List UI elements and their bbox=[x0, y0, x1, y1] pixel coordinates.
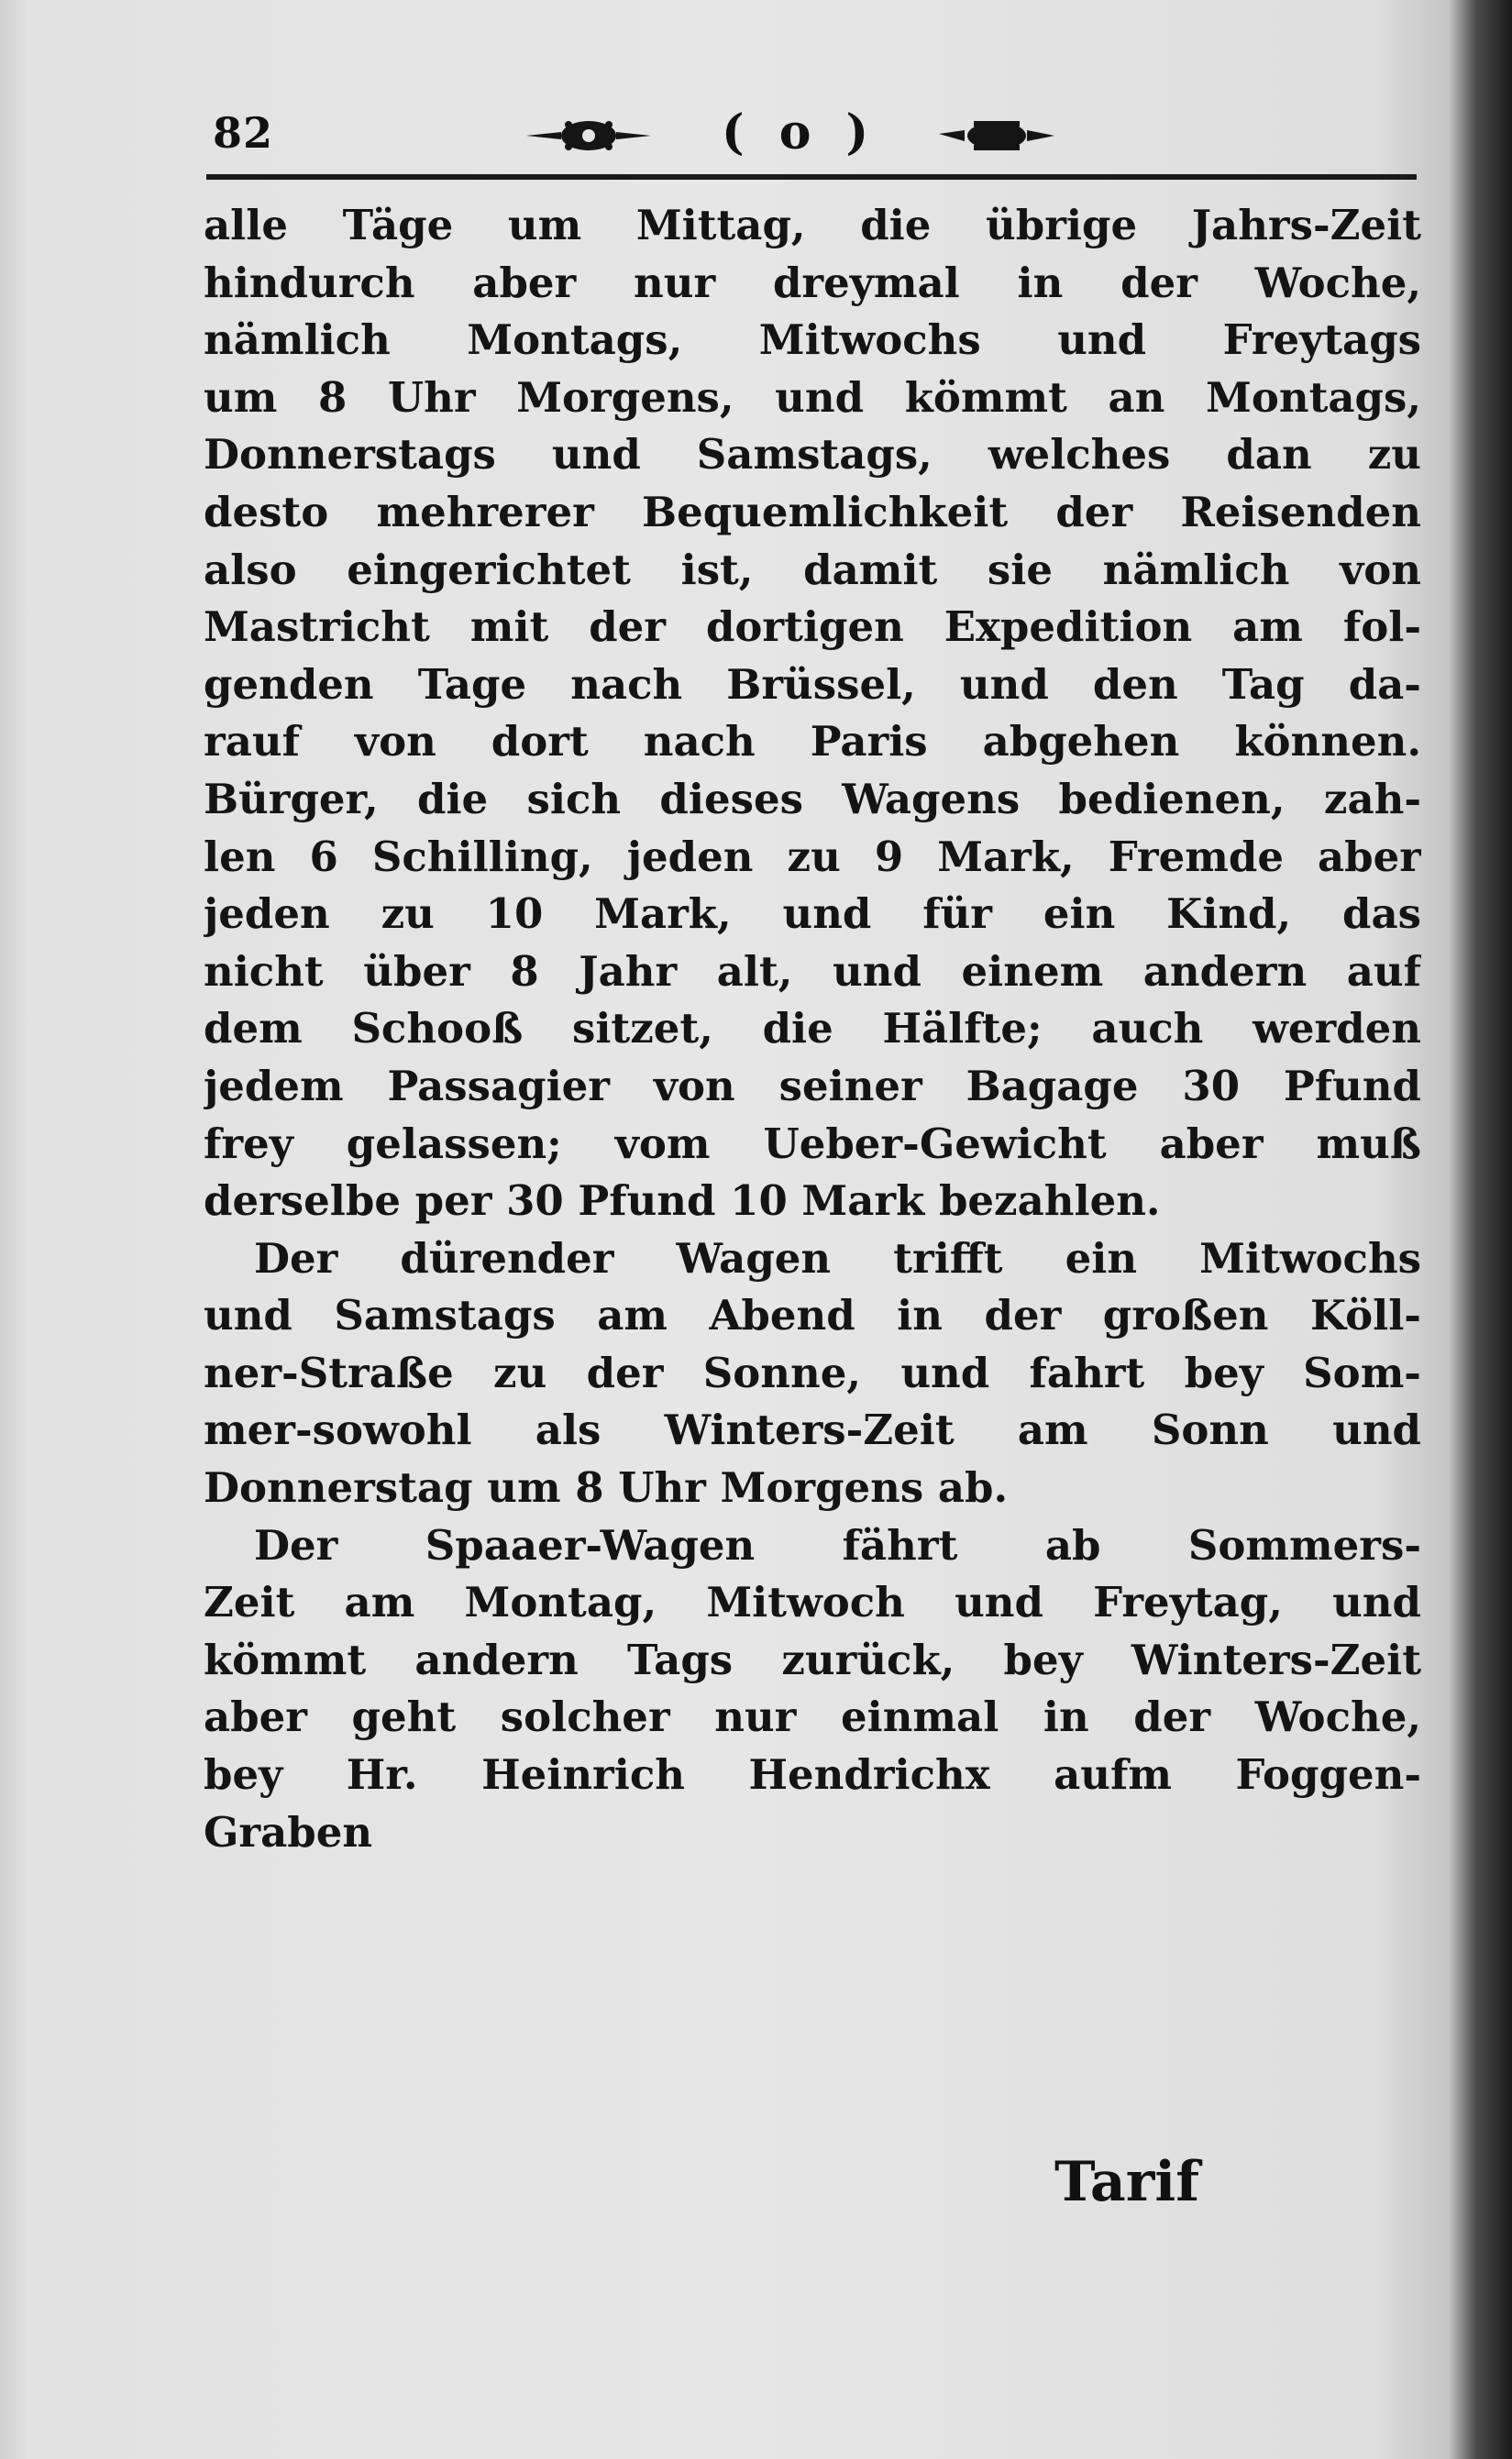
text-line: hindurch aber nur dreymal in der Woche, bbox=[204, 258, 1421, 307]
text-line: Graben bbox=[204, 1807, 373, 1857]
text-line: Donnerstags und Samstags, welches dan zu bbox=[204, 430, 1421, 480]
text-line: um 8 Uhr Morgens, und kömmt an Montags, bbox=[204, 372, 1421, 422]
text-line: jedem Passagier von seiner Bagage 30 Pfund bbox=[204, 1061, 1421, 1110]
page-signature: ( o ) bbox=[722, 105, 878, 160]
text-line: bey Hr. Heinrich Hendrichx aufm Foggen- bbox=[204, 1750, 1421, 1800]
text-line: mer-sowohl als Winters-Zeit am Sonn und bbox=[204, 1406, 1421, 1455]
text-line: ner-Straße zu der Sonne, und fahrt bey Som- bbox=[204, 1348, 1421, 1397]
text-line: Donnerstag um 8 Uhr Morgens ab. bbox=[204, 1463, 1009, 1513]
text-line: len 6 Schilling, jeden zu 9 Mark, Fremde aber bbox=[204, 832, 1421, 881]
text-line: desto mehrerer Bequemlichkeit der Reisenden bbox=[204, 487, 1421, 536]
text-line: derselbe per 30 Pfund 10 Mark bezahlen. bbox=[204, 1176, 1161, 1226]
catchword: Tarif bbox=[1054, 2150, 1199, 2214]
body-text bbox=[204, 197, 1421, 1861]
text-line: frey gelassen; vom Ueber-Gewicht aber muß bbox=[204, 1119, 1421, 1168]
text-line: genden Tage nach Brüssel, und den Tag da- bbox=[204, 659, 1421, 709]
text-line: jeden zu 10 Mark, und für ein Kind, das bbox=[204, 889, 1421, 939]
text-line: Der Spaaer-Wagen fährt ab Sommers- bbox=[254, 1520, 1421, 1570]
text-line: kömmt andern Tags zurück, bey Winters-Zeit bbox=[204, 1635, 1421, 1684]
text-line: nämlich Montags, Mitwochs und Freytags bbox=[204, 315, 1421, 365]
text-line: dem Schooß sitzet, die Hälfte; auch werden bbox=[204, 1004, 1421, 1053]
header-rule bbox=[206, 174, 1417, 180]
text-line: also eingerichtet ist, damit sie nämlich von bbox=[204, 545, 1421, 594]
ornament-right-icon bbox=[937, 119, 1056, 152]
text-line: Mastricht mit der dortigen Expedition am fol- bbox=[204, 602, 1421, 652]
page-number: 82 bbox=[213, 108, 274, 158]
text-line: Zeit am Montag, Mitwoch und Freytag, und bbox=[204, 1578, 1421, 1627]
ornament-left-icon bbox=[524, 119, 653, 152]
page-header bbox=[213, 105, 1405, 165]
text-line: aber geht solcher nur einmal in der Woche, bbox=[204, 1693, 1421, 1742]
text-line: Bürger, die sich dieses Wagens bedienen, zah- bbox=[204, 774, 1421, 823]
text-line: rauf von dort nach Paris abgehen können. bbox=[204, 717, 1421, 766]
text-line: Der dürender Wagen trifft ein Mitwochs bbox=[254, 1233, 1421, 1283]
text-line: alle Täge um Mittag, die übrige Jahrs-Zeit bbox=[204, 201, 1421, 249]
text-line: nicht über 8 Jahr alt, und einem andern auf bbox=[204, 946, 1421, 996]
text-line: und Samstags am Abend in der großen Köll- bbox=[204, 1291, 1421, 1340]
